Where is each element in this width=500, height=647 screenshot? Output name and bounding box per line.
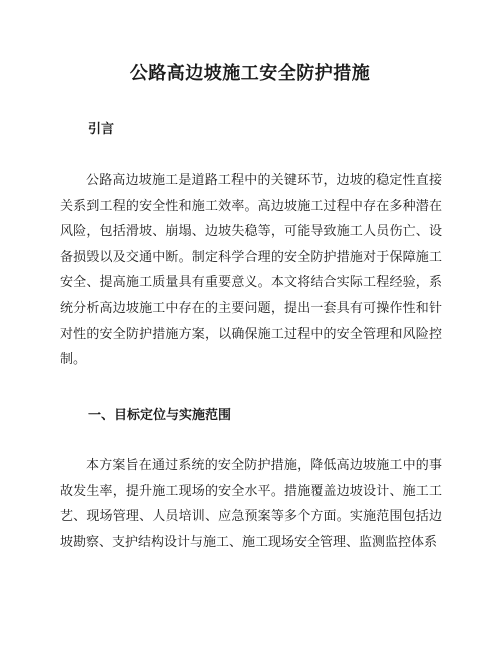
section-paragraph-intro: 公路高边坡施工是道路工程中的关键环节，边坡的稳定性直接关系到工程的安全性和施工效率。高边坡施工过程中存在多种潜在风险，包括滑坡、崩塌、边坡失稳等，可能导致施工人员伤亡、设备损毁以及交通中断。制定科学合理的安全防护措施对于保障施工安全、提高施工质量具有重要意义。本文将结合实际工程经验，系统分析高边坡施工中存在的主要问题，提出一套具有可操作性和针对性的安全防护措施方案，以确保施工过程中的安全管理和风险控制。 [60,173,442,368]
section-paragraph-goals: 本方案旨在通过系统的安全防护措施，降低高边坡施工中的事故发生率，提升施工现场的安全水平。措施覆盖边坡设计、施工工艺、现场管理、人员培训、应急预案等多个方面。实施范围包括边坡勘察、支护结构设计与施工、施工现场安全管理、监测监控体系 [60,458,442,550]
section-heading-goals: 一、目标定位与实施范围 [88,408,232,423]
document-title: 公路高边坡施工安全防护措施 [129,63,371,84]
section-heading-intro: 引言 [88,122,115,137]
